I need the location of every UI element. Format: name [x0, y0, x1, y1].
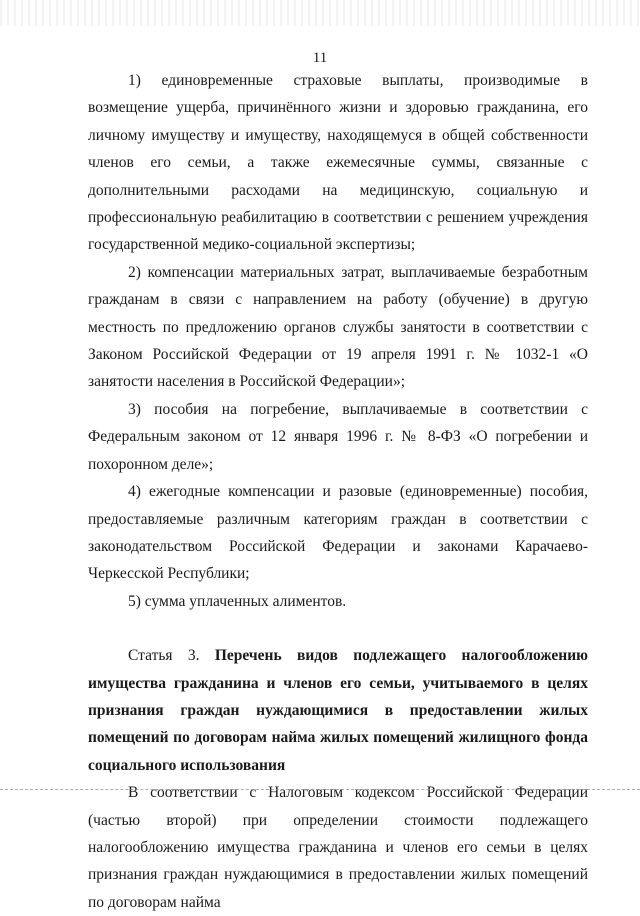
list-item-3: 3) пособия на погребение, выплачиваемые в соответствии с Федеральным законом от 12 января 1996 г. № 8-ФЗ «О погребении и похоронном деле»; [88, 400, 588, 473]
article-heading [88, 642, 588, 779]
article-title: Перечень видов подлежащего налогообложению имущества гражданина и членов его семьи, учитываемого в целях признания граждан нуждающимися в предоставлении жилых помещений по договорам найма жилых помещений жилищного фонда социального использования [88, 647, 588, 774]
scan-artifact [0, 0, 640, 26]
page-number: 11 [312, 50, 328, 66]
article-label: Статья 3. [128, 647, 200, 665]
scan-fold-line [0, 789, 640, 791]
list-item-1: 1) единовременные страховые выплаты, производимые в возмещение ущерба, причинённого жизни и здоровью гражданина, его личному имуществу и имуществу, находящемуся в общей собственности членов его семьи, а также ежемесячные суммы, связанные с дополнительными расходами на медицинскую, социальную и профессиональную реабилитацию в соответствии с решением учреждения государственной медико-социальной экспертизы; [88, 72, 588, 254]
list-item-4: 4) ежегодные компенсации и разовые (единовременные) пособия, предоставляемые различным категориям граждан в соответствии с законодательством Российской Федерации и законами Карачаево-Черкесской Республики; [88, 483, 588, 583]
article-body-text: В соответствии с Налоговым кодексом Российской Федерации (частью второй) при определении стоимости подлежащего налогообложению имущества гражданина и членов его семьи в целях признания граждан нуждающимися в предоставлении жилых помещений по договорам найма [88, 784, 588, 911]
list-item-5: 5) сумма уплаченных алиментов. [128, 592, 347, 610]
list-item-2: 2) компенсации материальных затрат, выплачиваемые безработным гражданам в связи с направлением на работу (обучение) в другую местность по предложению органов службы занятости в соответствии с Законом Российской Федерации от 19 апреля 1991 г. № 1032-1 «О занятости населения в Российской Федерации»; [88, 263, 588, 391]
